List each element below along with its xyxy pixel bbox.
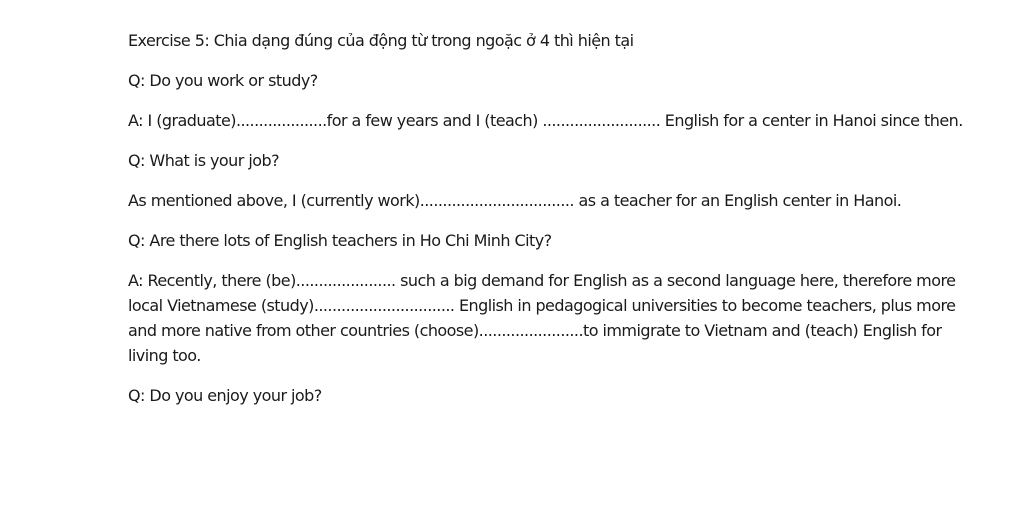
answer-job: As mentioned above, I (currently work).................................. as a teacher for an English center in Hanoi. bbox=[128, 191, 902, 210]
exercise-title: Exercise 5: Chia dạng đúng của động từ trong ngoặc ở 4 thì hiện tại bbox=[128, 31, 634, 50]
answer-english-teachers: A: Recently, there (be)...................... such a big demand for English as a second language here, therefore more local Vietnamese (study)............................... English in pedagogical universities to become teachers, plus more and more native from other countries (choose).......................to immigrate to Vietnam and (teach) English for living too. bbox=[128, 271, 956, 365]
question-work-or-study: Q: Do you work or study? bbox=[128, 71, 318, 90]
question-job: Q: What is your job? bbox=[128, 151, 280, 170]
question-enjoy-job: Q: Do you enjoy your job? bbox=[128, 386, 322, 405]
document-body bbox=[128, 28, 968, 423]
answer-work-or-study: A: I (graduate)....................for a few years and I (teach) .......................... English for a center in Hanoi since then. bbox=[128, 111, 963, 130]
question-english-teachers: Q: Are there lots of English teachers in Ho Chi Minh City? bbox=[128, 231, 552, 250]
